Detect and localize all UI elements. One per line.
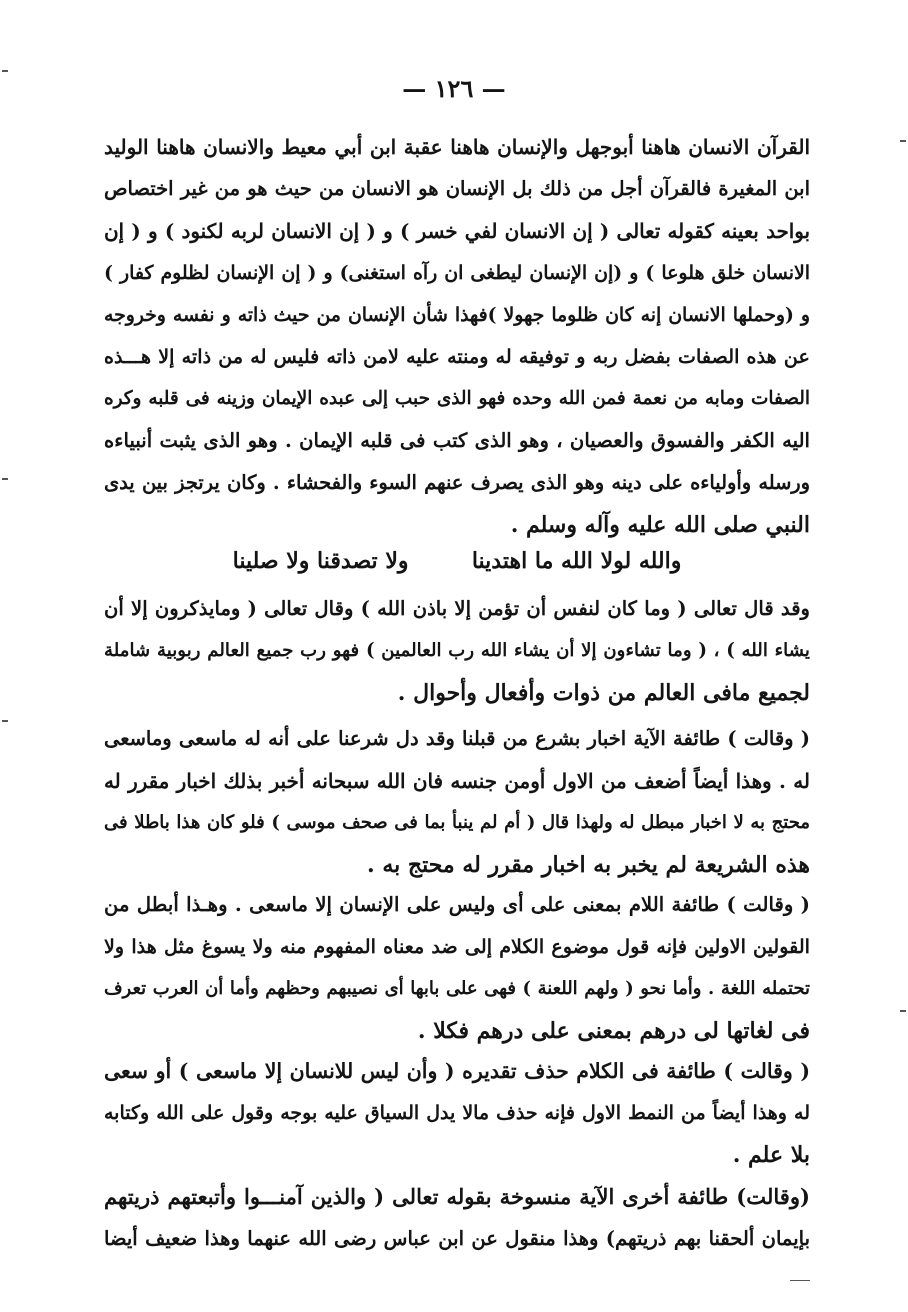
text-line: له . وهذا أيضاً أضعف من الاول أومن جنسه فان الله سبحانه أخبر بذلك اخبار مقرر له <box>104 769 810 793</box>
scan-mark <box>900 140 906 142</box>
text-line: النبي صلى الله عليه وآله وسلم . <box>510 512 810 538</box>
text-line: ابن المغيرة فالقرآن أجل من ذلك بل الإنسان هو الانسان من حيث هو من غير اختصاص <box>104 177 810 200</box>
text-line: ( وقالت ) طائفة الآية اخبار بشرع من قبلنا وقد دل شرعنا على أنه له ماسعى وماسعى <box>104 727 810 750</box>
paragraph-3 <box>104 718 810 886</box>
text-line: له وهذا أيضاً من النمط الاول فإنه حذف مالا يدل السياق عليه بوجه وقول على الله وكتابه <box>104 1102 810 1124</box>
text-line: القولين الاولين فإنه قول موضوع الكلام إلى ضد معناه المفهوم منه ولا يسوغ مثل هذا ولا <box>104 935 810 958</box>
text-line: هذه الشريعة لم يخبر به اخبار مقرر له محتج به . <box>367 852 810 878</box>
paragraph-1 <box>104 126 810 546</box>
scan-mark <box>2 478 8 480</box>
text-line: تحتمله اللغة . وأما نحو ( ولهم اللعنة ) فهى على بابها أى نصيبهم وحظهم وأما أن العرب تعرف <box>104 978 810 999</box>
page-number: — ١٢٦ — <box>402 74 506 103</box>
text-line: يشاء الله ) ، ( وما تشاءون إلا أن يشاء الله رب العالمين ) فهو رب جميع العالم ربوبية شاملة <box>104 640 810 661</box>
text-line: ( وقالت ) طائفة اللام بمعنى على أى وليس على الإنسان إلا ماسعى . وهـذا أبطل من <box>104 893 810 916</box>
text-line: عن هذه الصفات بفضل ربه و توفيقه له ومنته عليه لامن ذاته فليس له من ذاته إلا هـــذه <box>104 345 810 368</box>
scan-mark <box>2 70 8 72</box>
text-line: ( وقالت ) طائفة فى الكلام حذف تقديره ( وأن ليس للانسان إلا ماسعى ) أو سعى <box>104 1059 810 1083</box>
text-line: القرآن الانسان هاهنا أبوجهل والإنسان هاهنا عقبة ابن أبي معيط والانسان هاهنا الوليد <box>104 135 810 159</box>
text-line: الانسان خلق هلوعا ) و (إن الإنسان ليطغى ان رآه استغنى) و ( إن الإنسان لظلوم كفار ) <box>104 262 810 284</box>
text-line: لجميع مافى العالم من ذوات وأفعال وأحوال . <box>397 680 810 706</box>
text-line: بلا علم . <box>732 1142 810 1168</box>
text-line: و (وحملها الانسان إنه كان ظلوما جهولا )فهذا شأن الإنسان من حيث ذاته و نفسه وخروجه <box>104 304 810 326</box>
scan-mark <box>2 720 8 722</box>
scan-mark <box>900 1010 906 1012</box>
verse-second-hemistich: ولا تصدقنا ولا صلينا <box>232 548 409 574</box>
text-line: اليه الكفر والفسوق والعصيان ، وهو الذى كتب فى قلبه الإيمان . وهو الذى يثبت أنبياءه <box>104 429 810 452</box>
verse-first-hemistich: والله لولا الله ما اهتدينا <box>471 548 682 574</box>
text-line: الصفات ومابه من نعمة فمن الله وحده فهو الذى حبب إلى عبده الإيمان وزينه فى قلبه وكره <box>104 388 810 409</box>
text-line: (وقالت) طائفة أخرى الآية منسوخة بقوله تعالى ( والذين آمنـــوا وأتبعتهم ذريتهم <box>104 1184 810 1209</box>
scan-mark <box>790 1280 810 1281</box>
poem-verse <box>104 540 810 582</box>
text-line: محتج به لا اخبار مبطل له ولهذا قال ( أم لم ينبأ بما فى صحف موسى ) فلو كان هذا باطلا فى <box>104 812 810 833</box>
paragraph-6 <box>104 1176 810 1260</box>
paragraph-2 <box>104 588 810 714</box>
text-line: وقد قال تعالى ( وما كان لنفس أن تؤمن إلا باذن الله ) وقال تعالى ( ومايذكرون إلا أن <box>104 597 810 620</box>
text-line: بإيمان ألحقنا بهم ذريتهم) وهذا منقول عن ابن عباس رضى الله عنهما وهذا ضعيف أيضا <box>104 1227 810 1250</box>
text-line: ورسله وأولياءه على دينه وهو الذى يصرف عنهم السوء والفحشاء . وكان يرتجز بين يدى <box>104 471 810 494</box>
text-line: بواحد بعينه كقوله تعالى ( إن الانسان لفي خسر ) و ( إن الانسان لربه لكنود ) و ( إن <box>104 219 810 243</box>
paragraph-5 <box>104 1050 810 1176</box>
text-line: فى لغاتها لى درهم بمعنى على درهم فكلا . <box>417 1018 810 1044</box>
paragraph-4 <box>104 884 810 1052</box>
